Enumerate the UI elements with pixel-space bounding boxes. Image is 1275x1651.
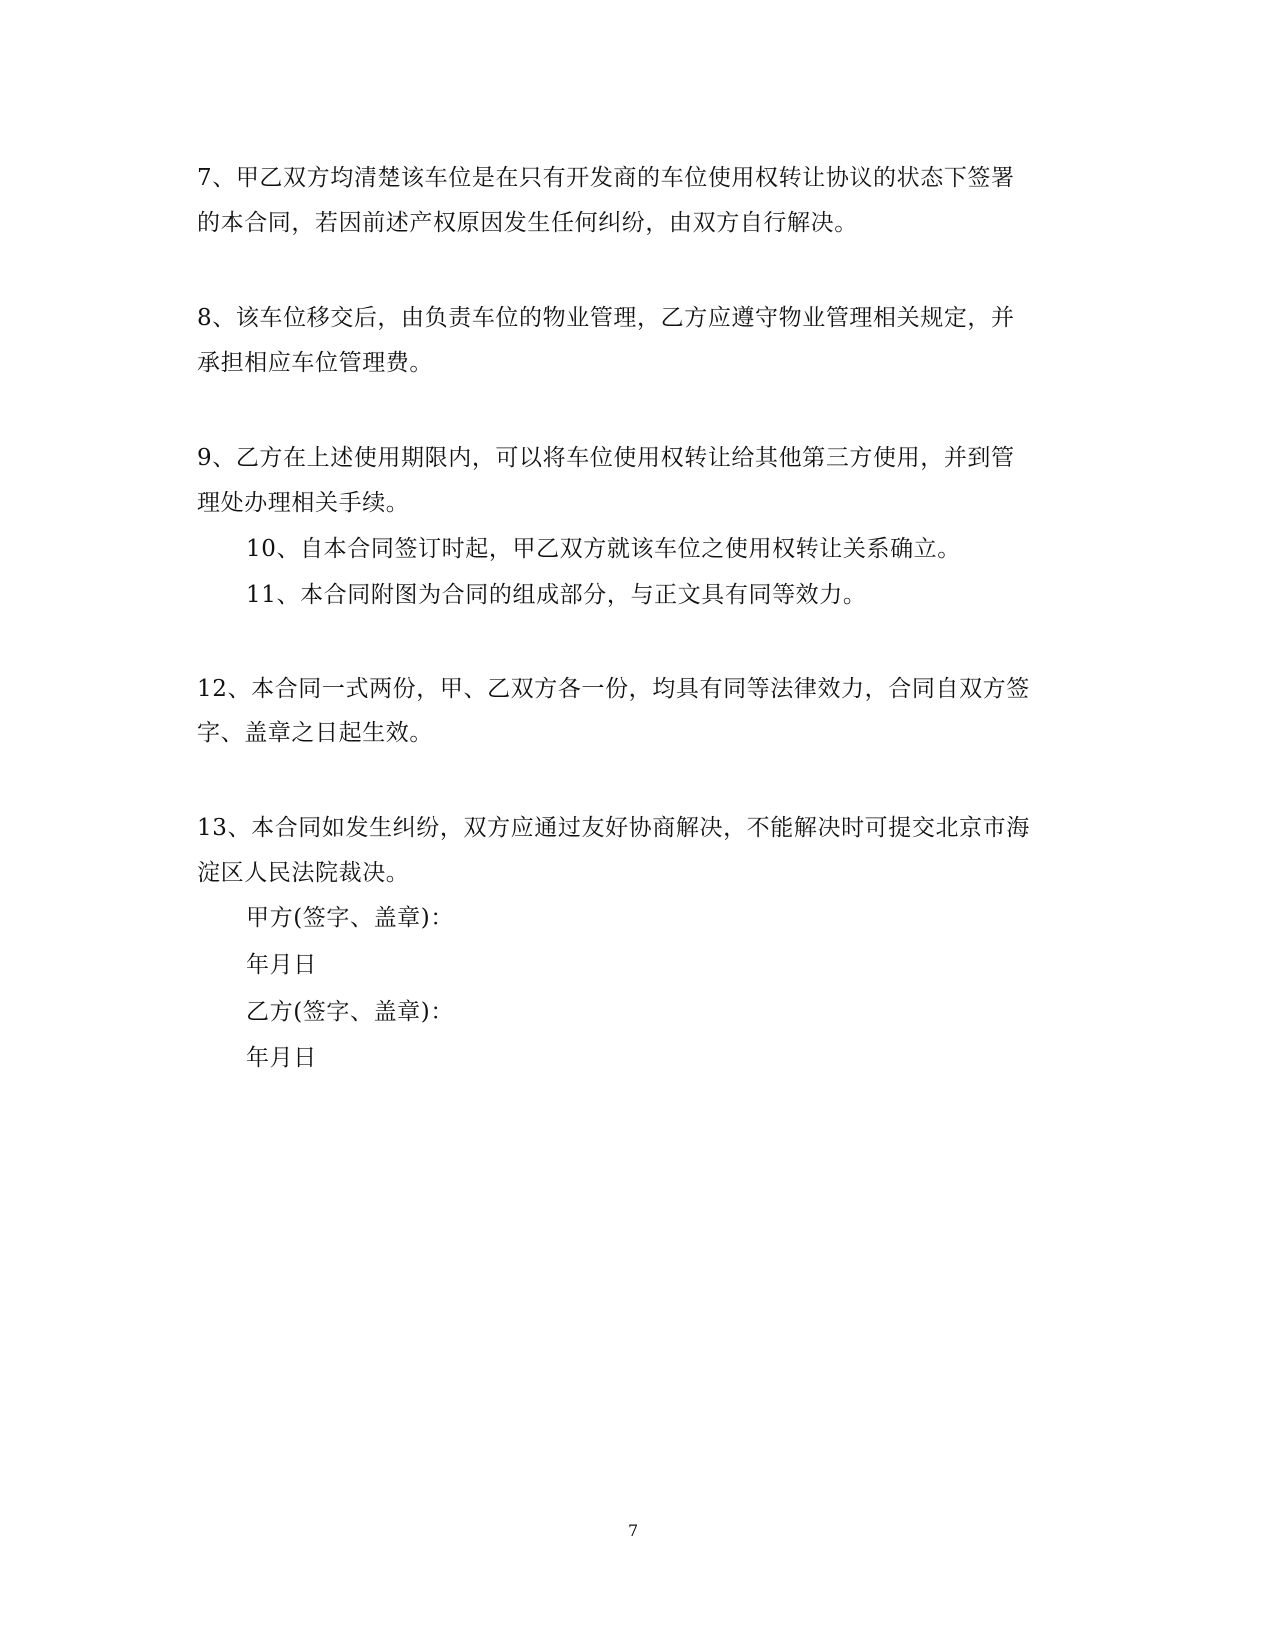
party-a-date-label: 年月日 [246, 952, 317, 978]
clause-8-line-1: 8、该车位移交后，由负责车位的物业管理，乙方应遵守物业管理相关规定，并 [197, 305, 1015, 331]
clause-7-line-2: 的本合同，若因前述产权原因发生任何纠纷，由双方自行解决。 [197, 210, 858, 236]
party-b-signature-label: 乙方(签字、盖章)： [246, 999, 454, 1025]
clause-8-line-2: 承担相应车位管理费。 [197, 350, 433, 376]
party-a-signature-label: 甲方(签字、盖章)： [246, 905, 454, 931]
clause-12-line-1: 12、本合同一式两份，甲、乙双方各一份，均具有同等法律效力，合同自双方签 [197, 676, 1030, 702]
clause-12-line-2: 字、盖章之日起生效。 [197, 720, 433, 746]
party-b-date-label: 年月日 [246, 1045, 317, 1071]
page-number: 7 [628, 1521, 639, 1540]
clause-7-line-1: 7、甲乙双方均清楚该车位是在只有开发商的车位使用权转让协议的状态下签署 [197, 165, 1015, 191]
clause-13-line-2: 淀区人民法院裁决。 [197, 860, 410, 886]
clause-13-line-1: 13、本合同如发生纠纷，双方应通过友好协商解决，不能解决时可提交北京市海 [197, 815, 1030, 841]
clause-11-line-1: 11、本合同附图为合同的组成部分，与正文具有同等效力。 [246, 582, 867, 608]
clause-9-line-2: 理处办理相关手续。 [197, 490, 410, 516]
clause-9-line-1: 9、乙方在上述使用期限内，可以将车位使用权转让给其他第三方使用，并到管 [197, 445, 1015, 471]
clause-10-line-1: 10、自本合同签订时起，甲乙双方就该车位之使用权转让关系确立。 [246, 536, 961, 562]
